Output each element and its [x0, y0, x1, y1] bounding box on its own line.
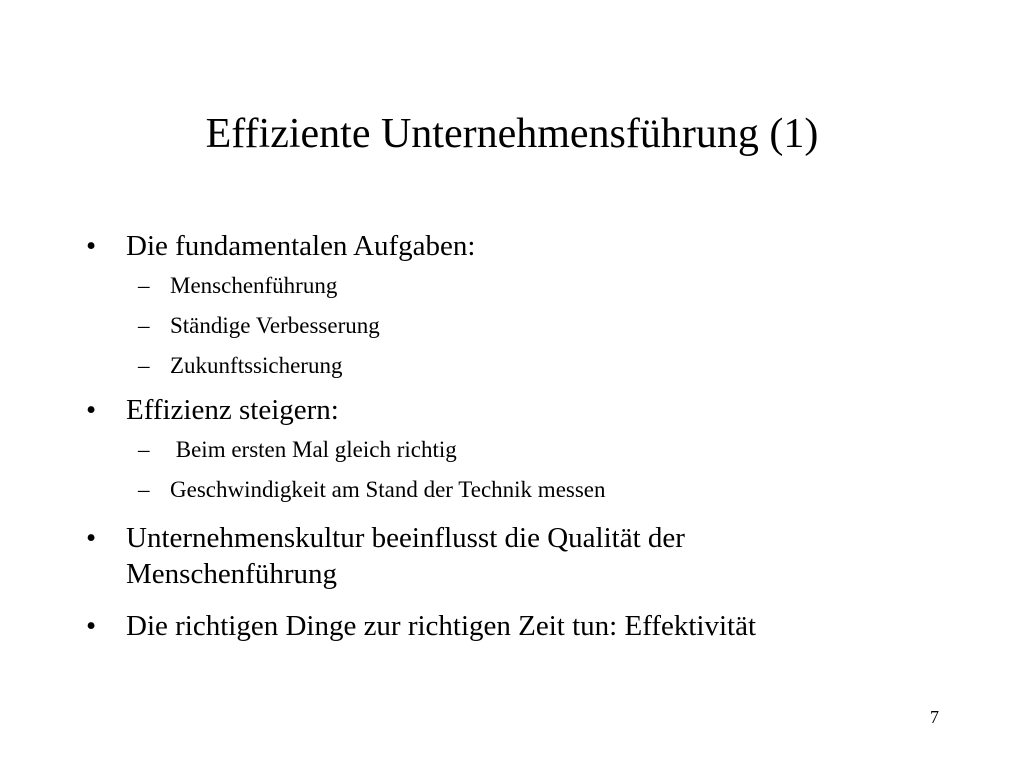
sub-bullet-text: Geschwindigkeit am Stand der Technik messen: [170, 477, 606, 502]
slide-title: Effiziente Unternehmensführung (1): [205, 111, 819, 157]
bullet-text: Unternehmenskultur beeinflusst die Qualität der Menschenführung: [126, 522, 685, 590]
sub-bullet-text: Ständige Verbesserung: [170, 313, 380, 338]
sub-bullet-text: Zukunftssicherung: [170, 353, 343, 378]
bullet-item: [86, 392, 936, 428]
bullet-icon: •: [86, 610, 97, 642]
dash-icon: –: [138, 353, 150, 378]
sub-bullet-item: [86, 476, 936, 504]
bullet-item: [86, 608, 936, 644]
sub-bullet-item: [86, 312, 936, 340]
sub-bullet-item: [86, 352, 936, 380]
dash-icon: –: [138, 477, 150, 502]
bullet-item: [86, 520, 826, 592]
sub-bullet-text: Menschenführung: [170, 273, 338, 298]
sub-bullet-item: [86, 272, 936, 300]
bullet-icon: •: [86, 522, 97, 554]
dash-icon: –: [138, 273, 150, 298]
bullet-text: Die richtigen Dinge zur richtigen Zeit tun: Effektivität: [126, 610, 757, 642]
sub-bullet-item: [86, 436, 936, 464]
dash-icon: –: [138, 437, 150, 462]
bullet-text: Die fundamentalen Aufgaben:: [126, 230, 476, 262]
dash-icon: –: [138, 313, 150, 338]
bullet-icon: •: [86, 230, 97, 262]
bullet-item: [86, 228, 936, 264]
bullet-icon: •: [86, 394, 97, 426]
bullet-text: Effizienz steigern:: [126, 394, 339, 426]
sub-bullet-text: Beim ersten Mal gleich richtig: [170, 437, 457, 462]
bullet-list: [86, 228, 936, 644]
page-number: 7: [930, 707, 939, 727]
